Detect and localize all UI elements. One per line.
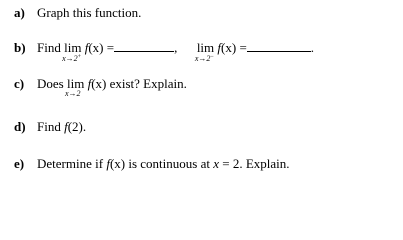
question-a [14,5,141,20]
question-label: b) [14,40,26,55]
question-text: Graph this function. [37,5,142,20]
function-name: f [84,40,89,55]
question-middle: is continuous at [128,156,210,171]
question-prefix: Determine if [37,156,104,171]
variable: x [213,156,219,171]
limit-word: lim [66,76,85,91]
limit-subscript: x→2+ [62,54,82,63]
function-arg: (x) = [88,40,115,55]
limit-expression-left [194,40,215,63]
function-arg: (x) [91,76,107,91]
question-suffix: = 2. Explain. [222,156,290,171]
function-name: f [87,76,92,91]
question-label: e) [14,156,25,171]
function-arg: (x) = [221,40,247,55]
separator-comma: , [174,40,178,55]
limit-subscript: x→2− [194,54,214,63]
question-label: d) [14,119,26,134]
function-name: f [106,156,110,171]
question-prefix: Find [37,119,61,134]
question-c [14,76,187,98]
question-label: c) [14,76,25,91]
limit-subscript: x→2 [64,89,81,98]
limit-expression-right [62,40,82,63]
limit-word: lim [64,40,82,55]
answer-blank-right-limit[interactable] [114,40,174,52]
question-suffix: exist? Explain. [109,76,187,91]
question-label: a) [14,5,25,20]
answer-blank-left-limit[interactable] [247,40,311,52]
function-name: f [64,119,68,134]
function-arg: (2). [67,119,87,134]
question-e [14,156,290,171]
question-prefix: Find [37,40,61,55]
question-d [14,119,86,134]
question-b [14,40,315,63]
end-period: . [310,40,315,55]
function-arg: (x) [109,156,126,171]
function-name: f [217,40,222,55]
limit-word: lim [196,40,215,55]
limit-expression [64,76,85,98]
question-prefix: Does [37,76,64,91]
